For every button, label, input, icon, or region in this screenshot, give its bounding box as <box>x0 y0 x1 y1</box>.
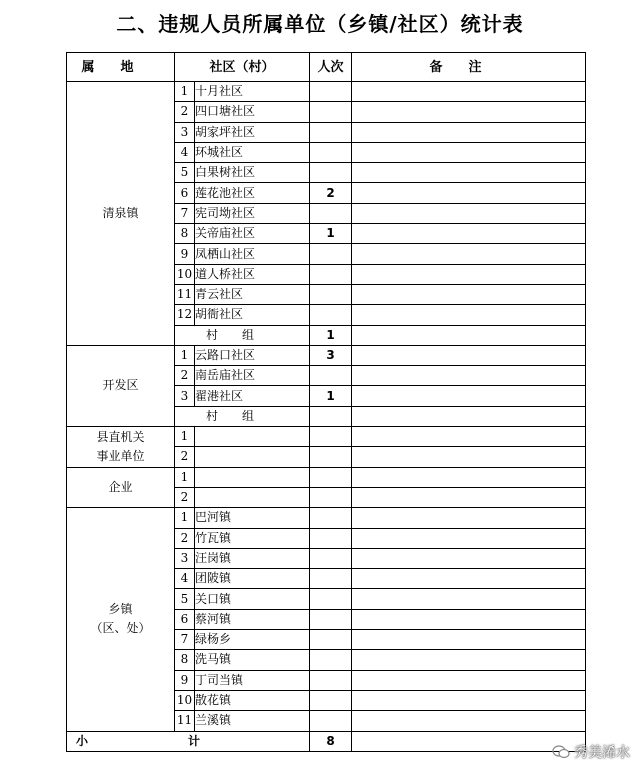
row-count <box>310 630 352 650</box>
row-count <box>310 670 352 690</box>
row-count <box>310 264 352 284</box>
row-remark <box>352 427 586 447</box>
row-name: 凤栖山社区 <box>195 244 310 264</box>
row-number: 5 <box>175 163 195 183</box>
row-count: 3 <box>310 345 352 365</box>
village-label-text: 村组 <box>206 327 279 342</box>
row-name: 关帝庙社区 <box>195 224 310 244</box>
row-count <box>310 589 352 609</box>
area-kaifa <box>67 345 175 426</box>
row-count <box>310 650 352 670</box>
statistics-table <box>66 52 586 752</box>
row-name: 胡衙社区 <box>195 305 310 325</box>
row-remark <box>352 609 586 629</box>
row-name: 云路口社区 <box>195 345 310 365</box>
row-name: 白果树社区 <box>195 163 310 183</box>
row-name: 兰溪镇 <box>195 711 310 731</box>
row-number: 10 <box>175 690 195 710</box>
row-count <box>310 508 352 528</box>
table-row <box>67 82 586 102</box>
row-count <box>310 569 352 589</box>
row-count <box>310 305 352 325</box>
row-number: 10 <box>175 264 195 284</box>
row-name: 丁司当镇 <box>195 670 310 690</box>
row-remark <box>352 183 586 203</box>
row-remark <box>352 142 586 162</box>
row-number: 12 <box>175 305 195 325</box>
row-number: 1 <box>175 345 195 365</box>
header-count: 人次 <box>310 53 352 82</box>
row-number: 11 <box>175 711 195 731</box>
row-number: 6 <box>175 609 195 629</box>
row-remark <box>352 589 586 609</box>
row-remark <box>352 650 586 670</box>
row-number: 8 <box>175 224 195 244</box>
page-title: 二、违规人员所属单位（乡镇/社区）统计表 <box>116 12 524 36</box>
row-remark <box>352 548 586 568</box>
row-count <box>310 548 352 568</box>
total-row <box>67 731 586 751</box>
row-number: 2 <box>175 102 195 122</box>
row-count <box>310 447 352 467</box>
table-row <box>67 467 586 487</box>
area-qingquan-text: 清泉镇 <box>102 205 139 220</box>
row-number: 4 <box>175 569 195 589</box>
row-number: 5 <box>175 589 195 609</box>
watermark <box>552 742 630 762</box>
header-community: 社区（村） <box>175 53 310 82</box>
row-name: 散花镇 <box>195 690 310 710</box>
row-remark <box>352 711 586 731</box>
row-name: 十月社区 <box>195 82 310 102</box>
area-kaifa-text: 开发区 <box>102 378 139 393</box>
row-number: 2 <box>175 528 195 548</box>
row-name: 洗马镇 <box>195 650 310 670</box>
row-remark <box>352 366 586 386</box>
total-label <box>67 731 310 751</box>
row-name: 青云社区 <box>195 284 310 304</box>
row-count <box>310 690 352 710</box>
row-count <box>310 244 352 264</box>
row-number: 6 <box>175 183 195 203</box>
row-remark <box>352 528 586 548</box>
row-name <box>195 447 310 467</box>
row-remark <box>352 284 586 304</box>
row-remark <box>352 569 586 589</box>
row-count: 1 <box>310 224 352 244</box>
village-label <box>175 406 310 426</box>
row-count <box>310 203 352 223</box>
area-county-text: 县直机关 <box>96 429 145 444</box>
row-name: 道人桥社区 <box>195 264 310 284</box>
row-remark <box>352 224 586 244</box>
row-count <box>310 427 352 447</box>
row-name: 竹瓦镇 <box>195 528 310 548</box>
row-remark <box>352 447 586 467</box>
wechat-icon <box>552 745 570 759</box>
row-count <box>310 609 352 629</box>
row-name: 巴河镇 <box>195 508 310 528</box>
table-row <box>67 345 586 365</box>
row-count <box>310 122 352 142</box>
row-name: 关口镇 <box>195 589 310 609</box>
village-count <box>310 406 352 426</box>
row-remark <box>352 487 586 507</box>
row-number: 2 <box>175 447 195 467</box>
row-name <box>195 487 310 507</box>
row-remark <box>352 305 586 325</box>
area-townships-text: （区、处） <box>90 621 151 636</box>
row-number: 8 <box>175 650 195 670</box>
row-number: 1 <box>175 82 195 102</box>
row-count: 2 <box>310 183 352 203</box>
row-name: 环城社区 <box>195 142 310 162</box>
row-name <box>195 467 310 487</box>
row-name: 翟港社区 <box>195 386 310 406</box>
row-count <box>310 467 352 487</box>
row-name: 四口塘社区 <box>195 102 310 122</box>
row-number: 7 <box>175 203 195 223</box>
village-label <box>175 325 310 345</box>
row-name: 胡家坪社区 <box>195 122 310 142</box>
row-count <box>310 487 352 507</box>
row-remark <box>352 508 586 528</box>
area-enterprise-text: 企业 <box>108 479 133 494</box>
row-name: 莲花池社区 <box>195 183 310 203</box>
header-area: 属地 <box>67 53 175 82</box>
village-label-text: 村组 <box>206 408 279 423</box>
row-number: 1 <box>175 467 195 487</box>
row-name: 汪岗镇 <box>195 548 310 568</box>
row-number: 11 <box>175 284 195 304</box>
area-county <box>67 427 175 468</box>
row-number: 9 <box>175 670 195 690</box>
row-remark <box>352 386 586 406</box>
row-remark <box>352 670 586 690</box>
row-name: 团陂镇 <box>195 569 310 589</box>
row-number: 1 <box>175 508 195 528</box>
row-count <box>310 528 352 548</box>
row-number: 4 <box>175 142 195 162</box>
row-remark <box>352 122 586 142</box>
row-number: 7 <box>175 630 195 650</box>
total-label-text: 小计 <box>76 733 301 748</box>
row-remark <box>352 203 586 223</box>
area-townships <box>67 508 175 731</box>
area-qingquan <box>67 82 175 346</box>
row-name: 宪司坳社区 <box>195 203 310 223</box>
area-townships-text: 乡镇 <box>108 602 133 617</box>
total-remark <box>352 731 586 751</box>
row-name: 南岳庙社区 <box>195 366 310 386</box>
village-count: 1 <box>310 325 352 345</box>
row-count <box>310 366 352 386</box>
row-remark <box>352 82 586 102</box>
row-number: 2 <box>175 366 195 386</box>
row-count <box>310 82 352 102</box>
row-remark <box>352 325 586 345</box>
row-number: 1 <box>175 427 195 447</box>
watermark-text: 秀美浠水 <box>574 745 630 761</box>
row-number: 2 <box>175 487 195 507</box>
row-count <box>310 102 352 122</box>
row-count <box>310 711 352 731</box>
row-remark <box>352 345 586 365</box>
header-remark: 备注 <box>352 53 586 82</box>
row-name <box>195 427 310 447</box>
row-name: 绿杨乡 <box>195 630 310 650</box>
area-enterprise <box>67 467 175 508</box>
table-row <box>67 508 586 528</box>
header-row <box>67 53 586 82</box>
row-count <box>310 142 352 162</box>
row-number: 9 <box>175 244 195 264</box>
row-remark <box>352 630 586 650</box>
row-remark <box>352 244 586 264</box>
row-count <box>310 284 352 304</box>
total-value: 8 <box>310 731 352 751</box>
row-remark <box>352 163 586 183</box>
row-name: 蔡河镇 <box>195 609 310 629</box>
row-remark <box>352 406 586 426</box>
row-number: 3 <box>175 122 195 142</box>
row-remark <box>352 102 586 122</box>
row-remark <box>352 264 586 284</box>
row-remark <box>352 690 586 710</box>
row-number: 3 <box>175 386 195 406</box>
row-number: 3 <box>175 548 195 568</box>
row-count <box>310 163 352 183</box>
row-count: 1 <box>310 386 352 406</box>
area-county-text: 事业单位 <box>96 448 145 463</box>
row-remark <box>352 467 586 487</box>
table-row <box>67 427 586 447</box>
